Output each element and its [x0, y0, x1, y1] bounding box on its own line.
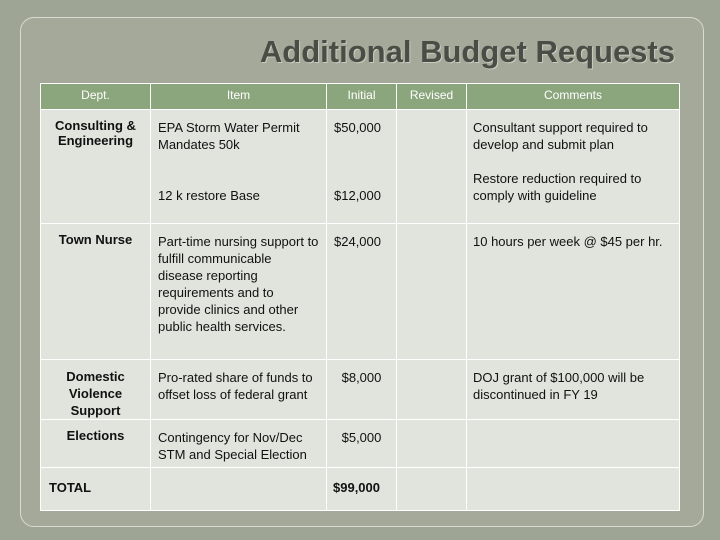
comment-cell: [467, 468, 680, 511]
initial-cell: [327, 110, 397, 224]
total-value: $99,000: [327, 468, 397, 511]
comment-cell: [467, 420, 680, 468]
header-item: Item: [151, 84, 327, 110]
dept-cell: Elections: [41, 420, 151, 468]
item-cell: Contingency for Nov/Dec STM and Special Election: [151, 420, 327, 468]
initial-cell: $5,000: [327, 420, 397, 468]
revised-cell: [397, 110, 467, 224]
comment-cell: 10 hours per week @ $45 per hr.: [467, 224, 680, 360]
comment-cell: [467, 110, 680, 224]
table-row: [41, 360, 680, 420]
comment-text: Consultant support required to develop and submit plan: [473, 120, 648, 152]
revised-cell: [397, 224, 467, 360]
total-label: TOTAL: [41, 468, 151, 511]
header-dept: Dept.: [41, 84, 151, 110]
table-row: [41, 224, 680, 360]
initial-cell: $24,000: [327, 224, 397, 360]
header-revised: Revised: [397, 84, 467, 110]
comment-cell: DOJ grant of $100,000 will be discontinued in FY 19: [467, 360, 680, 420]
initial-value: $12,000: [334, 188, 381, 203]
dept-cell: Domestic Violence Support: [41, 360, 151, 420]
revised-cell: [397, 360, 467, 420]
item-cell: Pro-rated share of funds to offset loss of federal grant: [151, 360, 327, 420]
budget-table: [40, 83, 680, 511]
item-cell: [151, 110, 327, 224]
initial-cell: $8,000: [327, 360, 397, 420]
table-header-row: [41, 84, 680, 110]
total-row: [41, 468, 680, 511]
table-row: [41, 420, 680, 468]
dept-cell: Consulting & Engineering: [41, 110, 151, 224]
revised-cell: [397, 468, 467, 511]
revised-cell: [397, 420, 467, 468]
table-row: [41, 110, 680, 224]
page-title: Additional Budget Requests: [259, 34, 675, 69]
item-text: EPA Storm Water Permit Mandates 50k: [158, 120, 300, 152]
item-text: 12 k restore Base: [158, 188, 260, 203]
item-cell: [151, 468, 327, 511]
comment-text: Restore reduction required to comply with guideline: [473, 171, 642, 203]
item-cell: Part-time nursing support to fulfill communicable disease reporting requirements and to provide clinics and other public health services.: [151, 224, 327, 360]
initial-value: $50,000: [334, 120, 381, 135]
dept-cell: Town Nurse: [41, 224, 151, 360]
header-comments: Comments: [467, 84, 680, 110]
header-initial: Initial: [327, 84, 397, 110]
